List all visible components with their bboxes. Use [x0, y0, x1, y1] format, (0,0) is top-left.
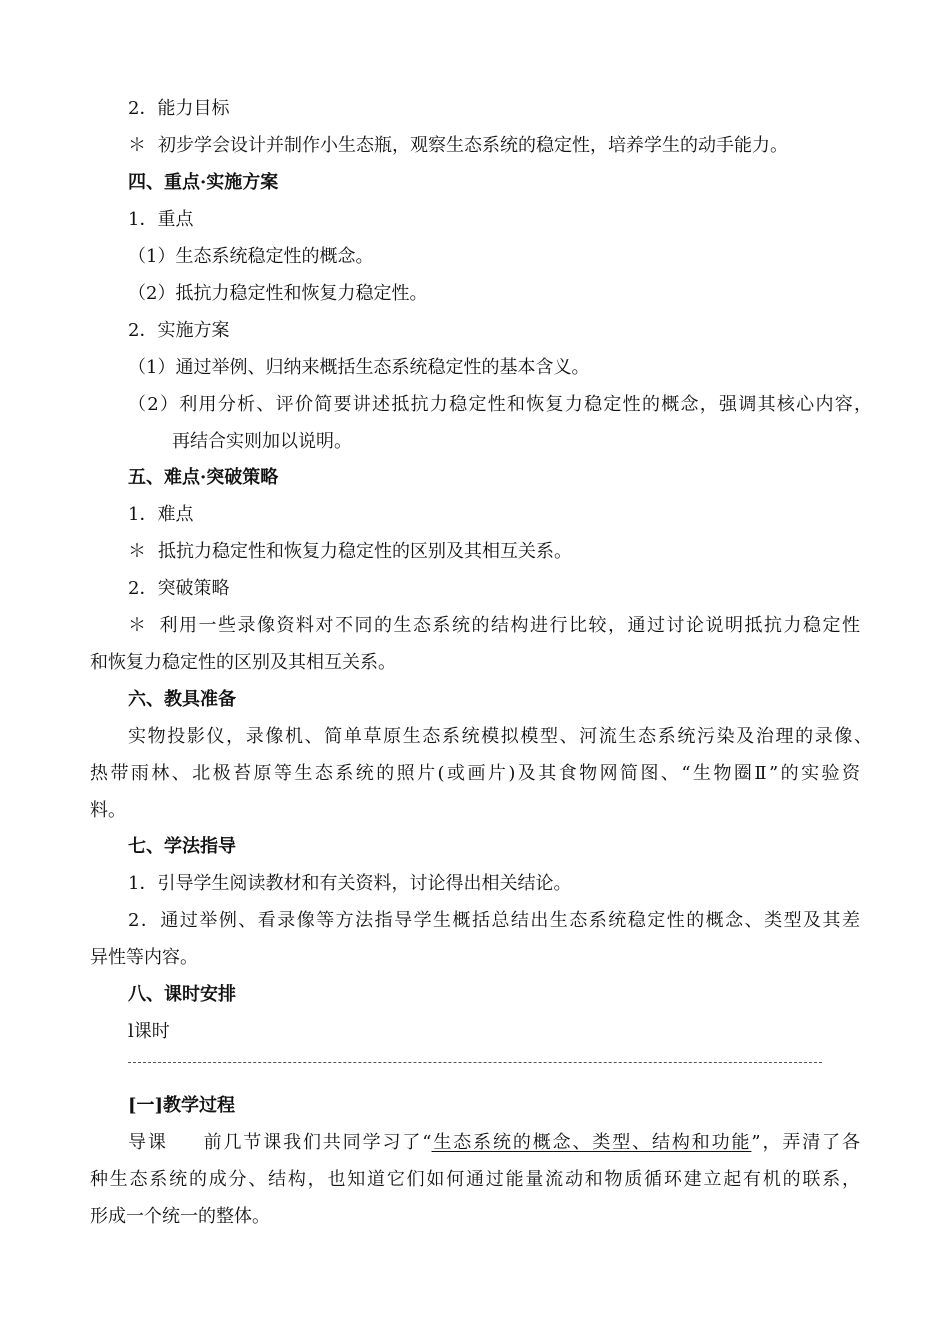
process-title: [一]教学过程: [128, 1095, 236, 1116]
strategy-heading: 2．突破策略: [128, 578, 230, 599]
process-line2: 种生态系统的成分、结构，也知道它们如何通过能量流动和物质循环建立起有机的联系，: [90, 1169, 860, 1190]
plan-heading: 2．实施方案: [128, 320, 230, 341]
lesson-count: l课时: [128, 1021, 170, 1042]
plan-item-1: （1）通过举例、归纳来概括生态系统稳定性的基本含义。: [128, 357, 590, 378]
section4-title: 四、重点·实施方案: [128, 172, 279, 193]
equipment-line1: 实物投影仪，录像机、简单草原生态系统模拟模型、河流生态系统污染及治理的录像、: [128, 726, 872, 747]
difficulty-item: [128, 541, 572, 563]
key-item-2: （2）抵抗力稳定性和恢复力稳定性。: [128, 283, 428, 304]
method-item-2-line2: 异性等内容。: [90, 947, 198, 968]
key-item-1: （1）生态系统稳定性的概念。: [128, 246, 374, 267]
ability-item: [128, 135, 788, 157]
strategy-text: 利用一些录像资料对不同的生态系统的结构进行比较，通过讨论说明抵抗力稳定性: [158, 615, 860, 636]
process-line1-post: ”，弄清了各: [751, 1132, 861, 1153]
strategy-line2: 和恢复力稳定性的区别及其相互关系。: [90, 652, 396, 673]
plan-item-2-line2: 再结合实则加以说明。: [172, 431, 352, 452]
equipment-line3: 料。: [90, 800, 126, 821]
method-item-2-line1: 2．通过举例、看录像等方法指导学生概括总结出生态系统稳定性的概念、类型及其差: [128, 910, 860, 931]
plan-item-2-line1: （2）利用分析、评价简要讲述抵抗力稳定性和恢复力稳定性的概念，强调其核心内容，: [128, 394, 872, 415]
bullet-star: ＊: [128, 615, 146, 636]
equipment-line2: 热带雨林、北极苔原等生态系统的照片(或画片)及其食物网简图、“生物圈Ⅱ”的实验资: [90, 763, 860, 784]
section5-title: 五、难点·突破策略: [128, 467, 279, 488]
topic-underlined: 生态系统的概念、类型、结构和功能: [431, 1132, 752, 1153]
lead-label: 导课: [128, 1132, 168, 1153]
process-line3: 形成一个统一的整体。: [90, 1206, 270, 1227]
bullet-star: ＊: [128, 135, 146, 156]
ability-text: 初步学会设计并制作小生态瓶，观察生态系统的稳定性，培养学生的动手能力。: [158, 135, 788, 156]
process-line1: [128, 1132, 860, 1154]
section6-title: 六、教具准备: [128, 689, 236, 710]
process-line1-pre: 前几节课我们共同学习了“: [201, 1132, 432, 1153]
bullet-star: ＊: [128, 541, 146, 562]
strategy-line1: [128, 615, 860, 637]
method-item-1: 1．引导学生阅读教材和有关资料，讨论得出相关结论。: [128, 873, 572, 894]
section8-title: 八、课时安排: [128, 984, 236, 1005]
key-heading: 1．重点: [128, 209, 194, 230]
ability-heading: 2．能力目标: [128, 98, 230, 119]
difficulty-text: 抵抗力稳定性和恢复力稳定性的区别及其相互关系。: [158, 541, 572, 562]
difficulty-heading: 1．难点: [128, 504, 194, 525]
dashed-divider: [128, 1062, 822, 1063]
section7-title: 七、学法指导: [128, 836, 236, 857]
